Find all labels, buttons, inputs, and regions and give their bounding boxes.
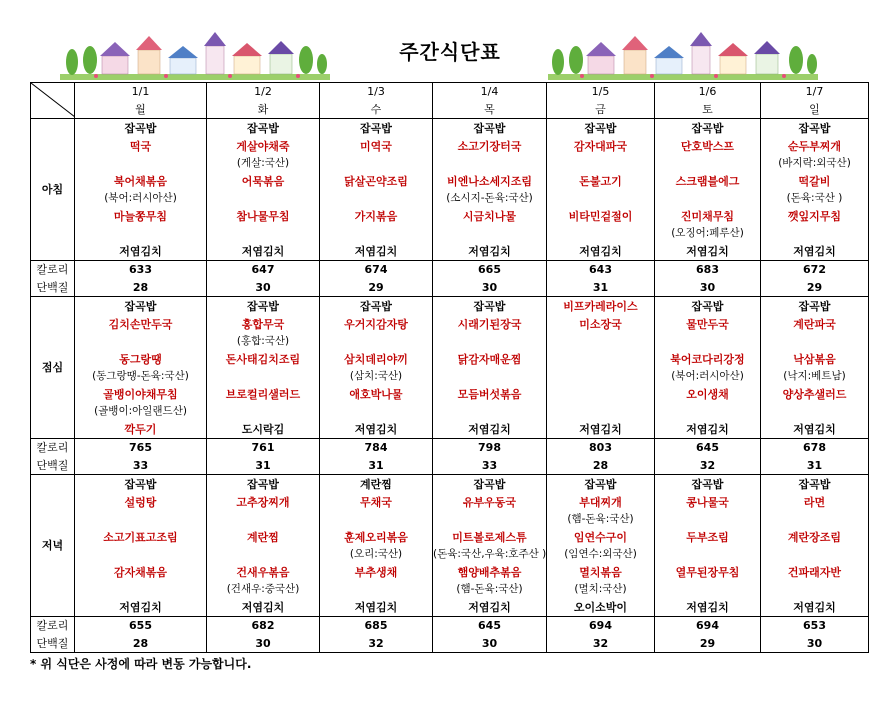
day-of-week: 목 (484, 102, 495, 116)
menu-item: 부추생채 (354, 565, 398, 579)
calorie-value: 643 (547, 261, 655, 279)
menu-item: 잡곡밥 (247, 478, 279, 491)
origin-note: (홍합:국산) (236, 335, 290, 347)
diagonal-line (31, 83, 75, 117)
menu-item: 깻잎지무침 (787, 209, 842, 223)
menu-item: 잡곡밥 (691, 122, 724, 135)
meal-cell (547, 475, 655, 617)
menu-item: 비엔나소세지조림 (446, 174, 532, 188)
calorie-value: 645 (655, 439, 761, 457)
menu-item: 잡곡밥 (473, 478, 506, 491)
menu-item (320, 333, 432, 351)
menu-item: 저염김치 (793, 600, 836, 614)
meal-cell (761, 297, 869, 439)
menu-item (761, 225, 868, 243)
menu-item (207, 368, 319, 386)
day-header (75, 83, 207, 119)
calorie-row (31, 261, 869, 279)
meal-cell (547, 119, 655, 261)
menu-item (320, 581, 432, 599)
protein-value: 30 (761, 635, 869, 653)
menu-item: 햄양배추볶음 (457, 565, 522, 579)
menu-item: 떡국 (129, 139, 152, 153)
menu-item: 도시락김 (241, 422, 285, 436)
protein-value: 30 (207, 635, 320, 653)
meal-cell (433, 475, 547, 617)
menu-item (761, 403, 868, 421)
calorie-value: 665 (433, 261, 547, 279)
origin-note: (오리:국산) (349, 548, 403, 560)
menu-item (547, 190, 654, 208)
menu-item: 저염김치 (354, 600, 398, 614)
menu-item: 미역국 (360, 139, 392, 153)
menu-item (547, 368, 654, 386)
menu-item (75, 333, 206, 351)
menu-item: 멸치볶음 (579, 565, 622, 579)
menu-item: 저염김치 (686, 244, 729, 258)
menu-item (655, 333, 760, 351)
protein-value: 30 (207, 279, 320, 297)
menu-item (433, 368, 546, 386)
protein-value: 29 (761, 279, 869, 297)
calorie-value: 683 (655, 261, 761, 279)
protein-value: 31 (207, 457, 320, 475)
menu-item: 저염김치 (354, 422, 398, 436)
protein-value: 33 (433, 457, 547, 475)
protein-row (31, 457, 869, 475)
menu-item: 닭감자매운찜 (457, 352, 522, 366)
protein-value: 30 (655, 279, 761, 297)
menu-item (761, 333, 868, 351)
menu-item: 가지볶음 (354, 209, 398, 223)
meal-cell (320, 475, 433, 617)
meal-cell (655, 119, 761, 261)
menu-item: 훈제오리볶음 (344, 530, 408, 544)
calorie-value: 682 (207, 617, 320, 635)
menu-item: 삼치데리야끼 (344, 352, 408, 366)
day-header (207, 83, 320, 119)
menu-item: 비타민겉절이 (568, 209, 633, 223)
menu-item (433, 511, 546, 529)
protein-row (31, 635, 869, 653)
meal-row (31, 119, 869, 261)
menu-item: 떡갈비 (798, 174, 831, 188)
menu-item: 부대찌개 (579, 495, 622, 509)
village-illustration-left (60, 30, 330, 80)
menu-item: 참나물무침 (236, 209, 290, 223)
date-header-row (31, 83, 869, 119)
menu-item: 저염김치 (241, 600, 285, 614)
menu-item: 저염김치 (354, 244, 398, 258)
menu-item (320, 403, 432, 421)
menu-item: 브로컬리샐러드 (225, 387, 301, 401)
menu-item (761, 546, 868, 564)
calorie-value: 694 (547, 617, 655, 635)
day-of-week: 일 (809, 102, 820, 116)
calorie-value: 694 (655, 617, 761, 635)
calorie-value: 645 (433, 617, 547, 635)
origin-note: (북어:러시아산) (104, 192, 177, 204)
day-header (655, 83, 761, 119)
menu-item: 계란장조림 (787, 530, 842, 544)
menu-item: 닭살곤약조림 (344, 174, 408, 188)
calorie-value: 653 (761, 617, 869, 635)
menu-item: 잡곡밥 (124, 300, 157, 313)
calorie-value: 798 (433, 439, 547, 457)
menu-item: 두부조림 (686, 530, 729, 544)
menu-item (207, 225, 319, 243)
menu-item: 잡곡밥 (473, 122, 506, 135)
menu-item: 잡곡밥 (124, 478, 157, 491)
meal-cell (547, 297, 655, 439)
menu-item (655, 546, 760, 564)
meal-cell (320, 297, 433, 439)
day-of-week: 월 (135, 102, 146, 116)
meal-cell (655, 297, 761, 439)
menu-item: 미트볼로제스튜 (452, 530, 527, 544)
menu-item: 미소장국 (579, 317, 622, 331)
menu-item (207, 190, 319, 208)
protein-value: 32 (547, 635, 655, 653)
menu-item: 비프카레라이스 (563, 300, 638, 313)
origin-note: (삼치:국산) (349, 370, 403, 382)
menu-item: 시금치나물 (462, 209, 517, 223)
meal-cell (75, 119, 207, 261)
protein-value: 28 (75, 279, 207, 297)
protein-value: 32 (655, 457, 761, 475)
menu-item: 저염김치 (468, 244, 511, 258)
day-date: 1/5 (591, 85, 610, 98)
meal-cell (207, 119, 320, 261)
protein-label: 단백질 (31, 457, 75, 475)
menu-item: 양상추샐러드 (782, 387, 847, 401)
menu-item (547, 351, 654, 369)
calorie-value: 803 (547, 439, 655, 457)
menu-item (547, 155, 654, 173)
menu-item (75, 546, 206, 564)
menu-item: 잡곡밥 (247, 122, 279, 135)
protein-value: 31 (320, 457, 433, 475)
protein-value: 28 (75, 635, 207, 653)
day-header (547, 83, 655, 119)
menu-item: 감자대파국 (573, 139, 628, 153)
meal-row (31, 475, 869, 617)
protein-value: 29 (655, 635, 761, 653)
menu-item (547, 225, 654, 243)
menu-item: 잡곡밥 (798, 122, 831, 135)
menu-item: 저염김치 (241, 244, 285, 258)
menu-item: 저염김치 (119, 600, 162, 614)
protein-value: 31 (761, 457, 869, 475)
menu-item (75, 155, 206, 173)
menu-item (761, 511, 868, 529)
day-date: 1/1 (131, 85, 150, 98)
menu-item (433, 333, 546, 351)
menu-item (761, 581, 868, 599)
calorie-label: 칼로리 (31, 261, 75, 279)
protein-value: 30 (433, 635, 547, 653)
menu-item: 잡곡밥 (584, 122, 617, 135)
menu-item (320, 511, 432, 529)
menu-item (655, 511, 760, 529)
menu-item: 고추장찌개 (236, 495, 290, 509)
menu-item: 건새우볶음 (236, 565, 290, 579)
menu-item: 북어채볶음 (113, 174, 168, 188)
calorie-value: 761 (207, 439, 320, 457)
origin-note: (골뱅이:아일랜드산) (94, 405, 187, 417)
meal-cell (320, 119, 433, 261)
menu-item: 라면 (803, 495, 826, 509)
menu-item (75, 225, 206, 243)
menu-item (433, 155, 546, 173)
menu-item: 순두부찌개 (787, 139, 842, 153)
meal-cell (655, 475, 761, 617)
origin-note: (동그랑땡-돈육:국산) (92, 370, 189, 382)
day-of-week: 화 (257, 102, 269, 116)
origin-note: (건새우:중국산) (226, 583, 300, 595)
menu-item: 스크램블에그 (675, 174, 740, 188)
menu-item: 저염김치 (468, 600, 511, 614)
day-header (433, 83, 547, 119)
menu-item: 저염김치 (579, 244, 622, 258)
menu-item: 우거지감자탕 (344, 317, 408, 331)
page-title: 주간식단표 (399, 40, 501, 64)
protein-label: 단백질 (31, 635, 75, 653)
menu-item: 저염김치 (579, 422, 622, 436)
calorie-label: 칼로리 (31, 439, 75, 457)
menu-item (320, 225, 432, 243)
menu-item: 오이생채 (686, 387, 729, 401)
menu-item (433, 225, 546, 243)
day-date: 1/7 (805, 85, 824, 98)
menu-item: 열무된장무침 (675, 565, 740, 579)
menu-item: 깍두기 (124, 422, 157, 436)
menu-item (547, 333, 654, 351)
day-header (761, 83, 869, 119)
footer-note: * 위 식단은 사정에 따라 변동 가능합니다. (30, 657, 252, 671)
menu-item (655, 190, 760, 208)
calorie-value: 685 (320, 617, 433, 635)
meal-cell (207, 297, 320, 439)
origin-note: (돈육:국산,우육:호주산 ) (433, 548, 546, 560)
day-date: 1/4 (480, 85, 499, 98)
menu-item: 어묵볶음 (241, 174, 285, 188)
menu-item: 감자채볶음 (113, 565, 168, 579)
meal-label: 점심 (31, 297, 75, 439)
menu-item: 잡곡밥 (473, 300, 506, 313)
origin-note: (돈육:국산 ) (786, 192, 843, 204)
menu-item: 건파래자반 (787, 565, 842, 579)
protein-value: 32 (320, 635, 433, 653)
calorie-row (31, 439, 869, 457)
protein-value: 30 (433, 279, 547, 297)
calorie-value: 674 (320, 261, 433, 279)
menu-item: 계란파국 (793, 317, 836, 331)
menu-item: 임연수구이 (573, 530, 628, 544)
menu-item: 오이소박이 (573, 600, 628, 614)
calorie-row (31, 617, 869, 635)
menu-item: 잡곡밥 (247, 300, 279, 313)
menu-item: 돈불고기 (579, 174, 622, 188)
menu-item: 잡곡밥 (124, 122, 157, 135)
meal-cell (433, 119, 547, 261)
origin-note: (북어:러시아산) (671, 370, 744, 382)
calorie-value: 647 (207, 261, 320, 279)
meal-label: 아침 (31, 119, 75, 261)
origin-note: (햄-돈육:국산) (456, 583, 523, 595)
menu-item: 저염김치 (793, 422, 836, 436)
menu-item (207, 403, 319, 421)
menu-item (433, 403, 546, 421)
protein-value: 29 (320, 279, 433, 297)
menu-item: 김치손만두국 (108, 317, 173, 331)
menu-item: 저염김치 (686, 422, 729, 436)
menu-item (547, 403, 654, 421)
menu-item: 무채국 (360, 495, 392, 509)
menu-item: 홍합무국 (241, 317, 285, 331)
menu-item: 유부우동국 (462, 495, 517, 509)
calorie-label: 칼로리 (31, 617, 75, 635)
menu-item: 잡곡밥 (691, 300, 724, 313)
menu-item: 애호박나물 (349, 387, 403, 401)
calorie-value: 672 (761, 261, 869, 279)
menu-item: 낙삼볶음 (793, 352, 836, 366)
origin-note: (멸치:국산) (574, 583, 627, 595)
menu-item (655, 155, 760, 173)
meal-cell (75, 475, 207, 617)
origin-note: (낙지:베트남) (783, 370, 846, 382)
origin-note: (오징어:페루산) (671, 227, 744, 239)
menu-item: 잡곡밥 (691, 478, 724, 491)
menu-item: 돈사태김치조림 (225, 352, 301, 366)
menu-item: 진미채무침 (680, 209, 735, 223)
menu-item: 잡곡밥 (798, 300, 831, 313)
menu-item (547, 386, 654, 404)
meal-cell (761, 119, 869, 261)
menu-item: 저염김치 (119, 244, 162, 258)
menu-item: 잡곡밥 (584, 478, 617, 491)
meal-row (31, 297, 869, 439)
origin-note: (소시지-돈육:국산) (446, 192, 533, 204)
menu-item: 소고기표고조림 (103, 530, 178, 544)
menu-item: 잡곡밥 (360, 300, 392, 313)
protein-value: 28 (547, 457, 655, 475)
day-date: 1/6 (698, 85, 717, 98)
menu-item (320, 190, 432, 208)
village-illustration-right (548, 30, 818, 80)
menu-item: 계란찜 (247, 530, 279, 544)
weekly-menu-table (30, 82, 869, 653)
header (0, 0, 896, 82)
menu-item: 골뱅이야채무침 (103, 387, 178, 401)
menu-item: 계란찜 (360, 478, 392, 491)
menu-item: 저염김치 (468, 422, 511, 436)
day-of-week: 토 (702, 102, 713, 116)
protein-value: 33 (75, 457, 207, 475)
menu-item: 설렁탕 (124, 495, 157, 509)
menu-item (75, 511, 206, 529)
menu-item: 마늘쫑무침 (113, 209, 168, 223)
menu-item (655, 403, 760, 421)
menu-item: 물만두국 (686, 317, 729, 331)
menu-item: 소고기장터국 (457, 139, 522, 153)
calorie-value: 633 (75, 261, 207, 279)
menu-item: 모듬버섯볶음 (457, 387, 522, 401)
day-of-week: 금 (595, 102, 606, 116)
origin-note: (임연수:외국산) (564, 548, 637, 560)
menu-item: 저염김치 (686, 600, 729, 614)
meal-label: 저녁 (31, 475, 75, 617)
menu-item: 콩나물국 (686, 495, 729, 509)
origin-note: (바지락:외국산) (778, 157, 851, 169)
origin-note: (햄-돈육:국산) (567, 513, 634, 525)
menu-item (207, 511, 319, 529)
meal-cell (761, 475, 869, 617)
calorie-value: 765 (75, 439, 207, 457)
menu-item (655, 581, 760, 599)
day-header (320, 83, 433, 119)
meal-cell (75, 297, 207, 439)
menu-item (320, 155, 432, 173)
protein-value: 31 (547, 279, 655, 297)
corner-cell (31, 83, 75, 119)
origin-note: (게살:국산) (236, 157, 290, 169)
calorie-value: 655 (75, 617, 207, 635)
menu-item (75, 581, 206, 599)
calorie-value: 678 (761, 439, 869, 457)
day-date: 1/2 (254, 85, 272, 98)
meal-cell (207, 475, 320, 617)
protein-row (31, 279, 869, 297)
menu-item: 단호박스프 (680, 139, 735, 153)
menu-item: 시래기된장국 (457, 317, 522, 331)
menu-item: 동그랑땡 (119, 352, 162, 366)
protein-label: 단백질 (31, 279, 75, 297)
calorie-value: 784 (320, 439, 433, 457)
day-of-week: 수 (370, 102, 382, 116)
menu-item: 북어코다리강정 (670, 352, 745, 366)
meal-cell (433, 297, 547, 439)
menu-item: 잡곡밥 (360, 122, 392, 135)
menu-item: 잡곡밥 (798, 478, 831, 491)
menu-item: 저염김치 (793, 244, 836, 258)
menu-item (207, 546, 319, 564)
day-date: 1/3 (367, 85, 385, 98)
menu-item: 게살야채죽 (236, 139, 290, 153)
